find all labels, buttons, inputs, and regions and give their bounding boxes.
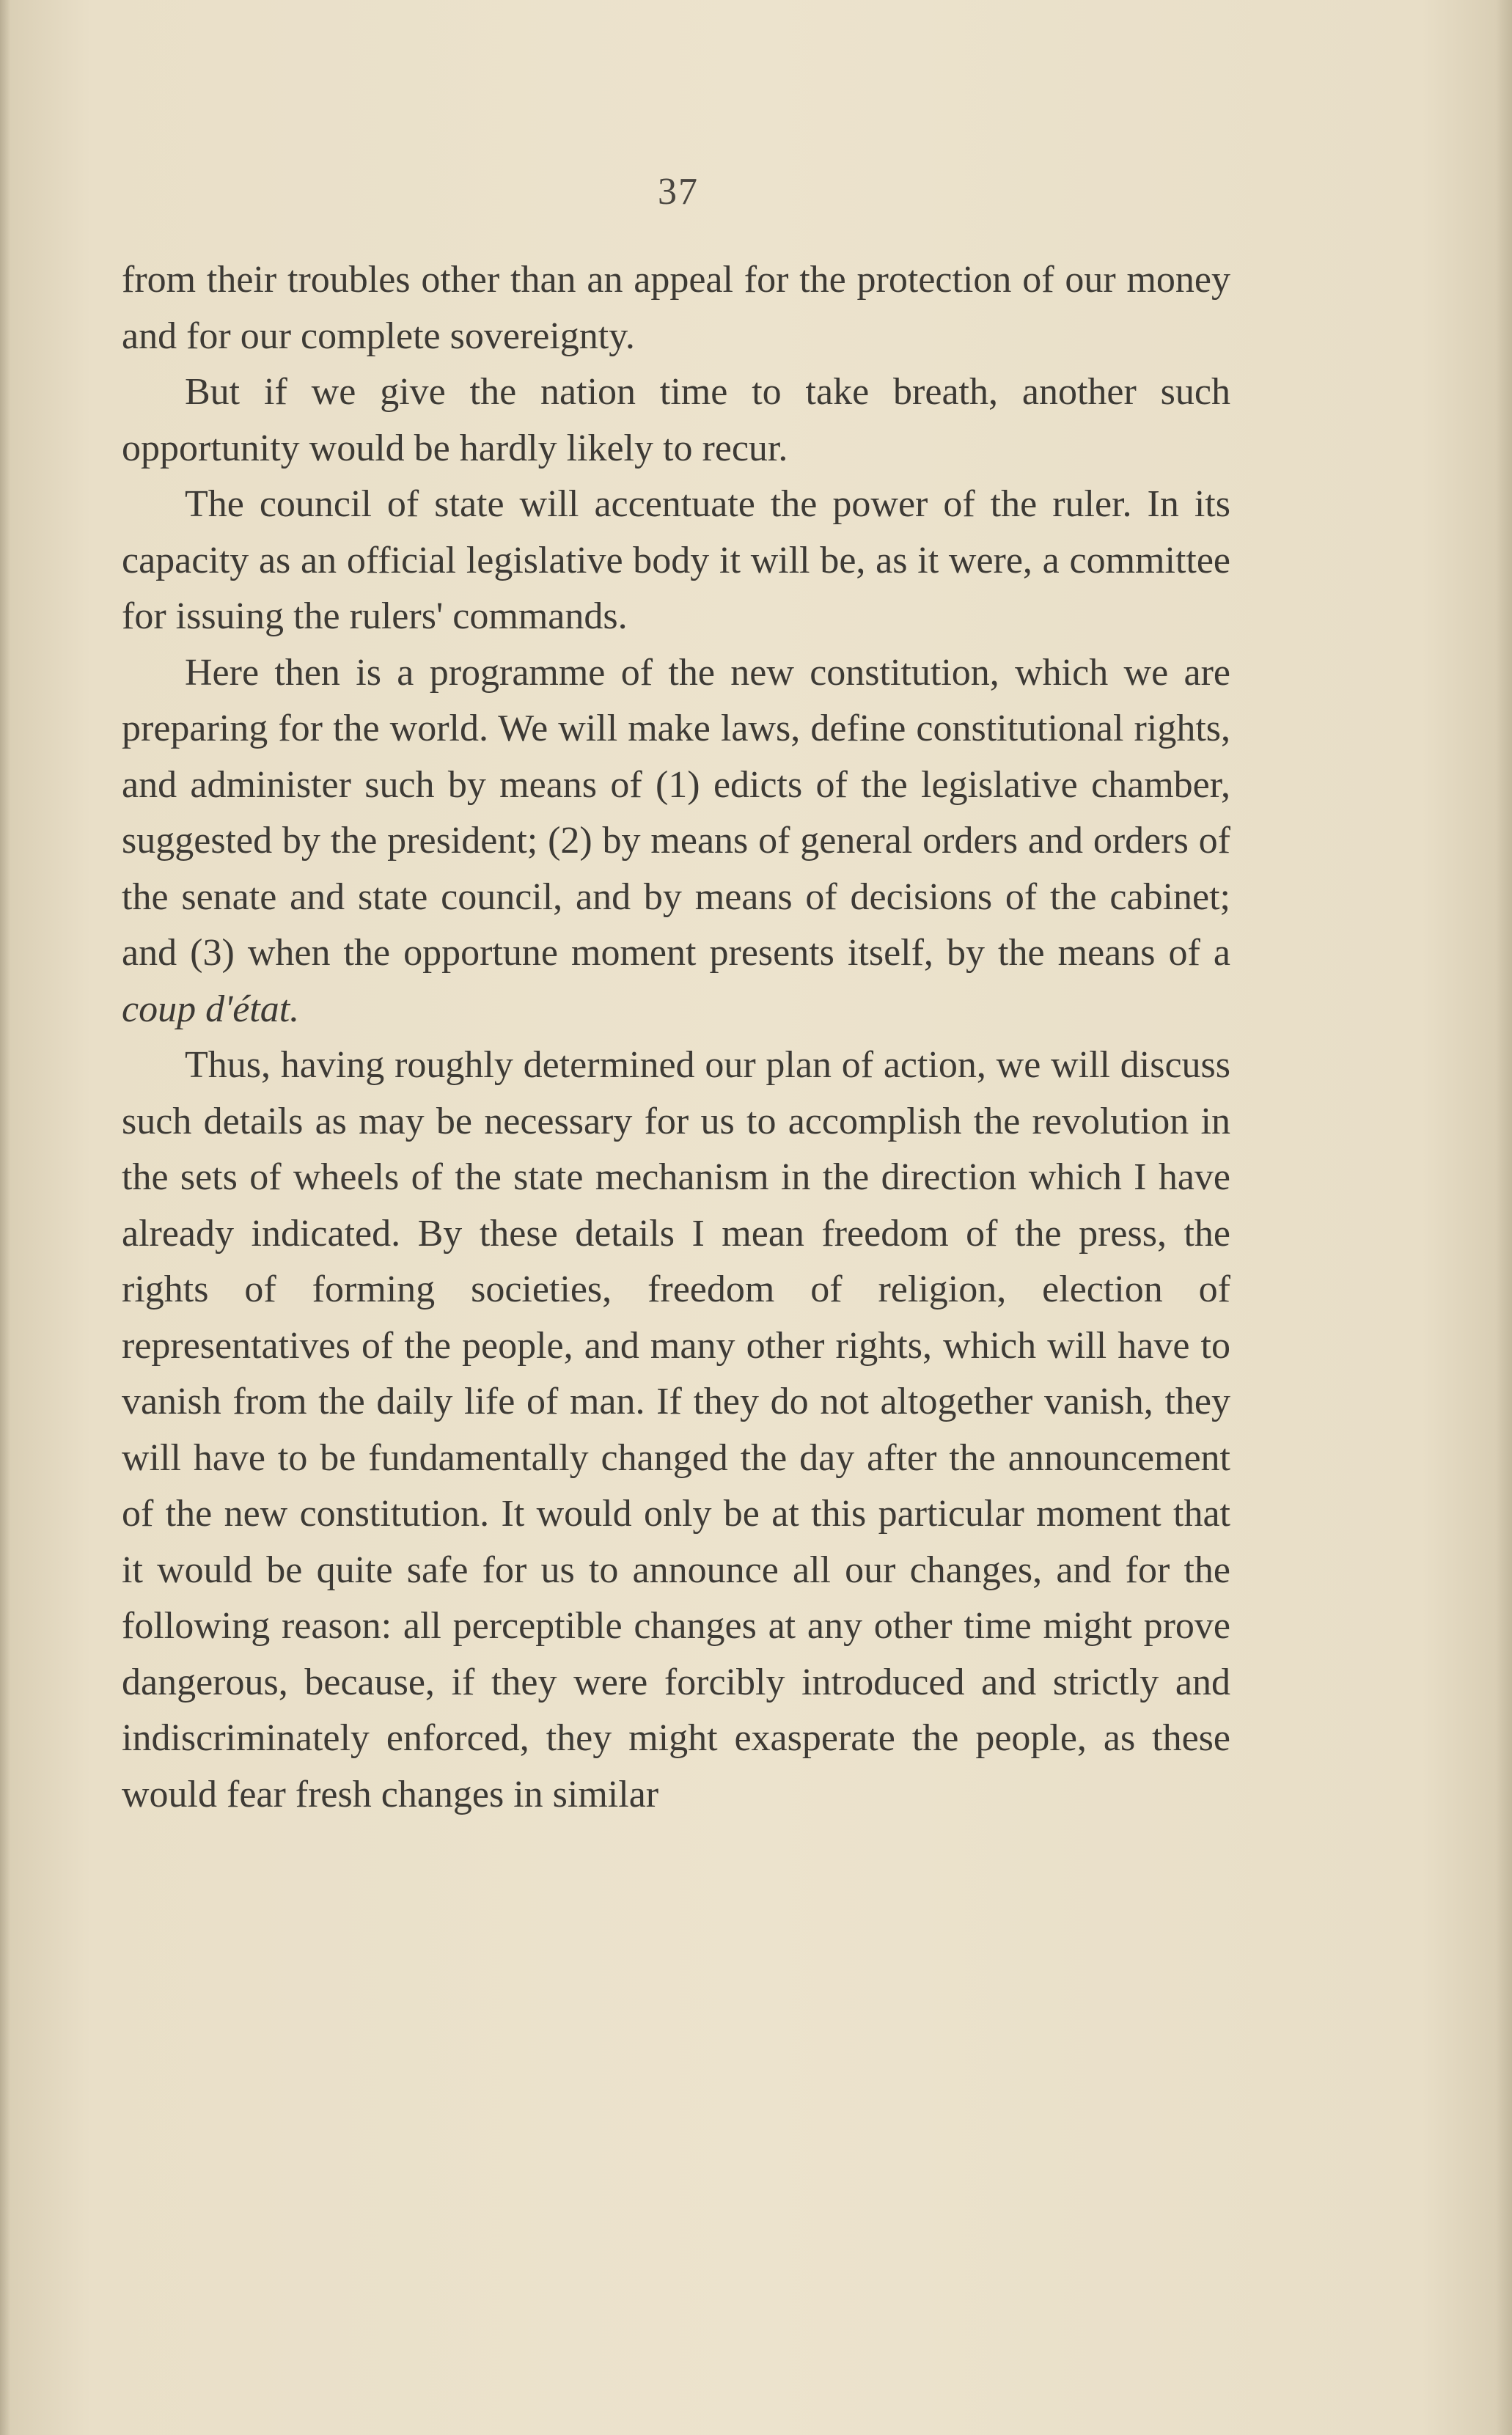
page-number: 37 bbox=[658, 171, 699, 213]
paragraph-4 bbox=[122, 645, 1230, 1038]
page-edge-left bbox=[0, 0, 10, 2435]
body-text bbox=[122, 252, 1230, 1823]
paragraph-5 bbox=[122, 1037, 1230, 1823]
paragraph-2 bbox=[122, 364, 1230, 477]
paragraph-1-text: from their troubles other than an appeal for the protection of our money and for our complete sovereignty. bbox=[122, 259, 1230, 357]
paragraph-2-text: But if we give the nation time to take breath, another such opportunity would be hardly likely to recur. bbox=[122, 371, 1230, 469]
paragraph-3-text: The council of state will accentuate the power of the ruler. In its capacity as an official legislative body it will be, as it were, a committee for issuing the rulers' commands. bbox=[122, 483, 1230, 637]
page-edge-right bbox=[1496, 0, 1512, 2435]
paragraph-5-text: Thus, having roughly determined our plan of action, we will discuss such details as may be necessary for us to accomplish the revolution in the sets of wheels of the state mechanism in the direction which I have already indicated. By these details I mean freedom of the press, the rights of forming societies, freedom of religion, election of representatives of the people, and many other rights, which will have to vanish from the daily life of man. If they do not altogether vanish, they will have to be fundamentally changed the day after the announcement of the new constitution. It would only be at this particular moment that it would be quite safe for us to announce all our changes, and for the following reason: all perceptible changes at any other time might prove dangerous, because, if they were forcibly introduced and strictly and indiscriminately enforced, they might exasperate the people, as these would fear fresh changes in similar bbox=[122, 1044, 1230, 1815]
paragraph-1 bbox=[122, 252, 1230, 364]
paragraph-3 bbox=[122, 477, 1230, 645]
paragraph-4-text: Here then is a programme of the new constitution, which we are preparing for the world. We will make laws, define constitutional rights, and administer such by means of (1) edicts of the legislative chamber, suggested by the president; (2) by means of general orders and orders of the senate and state council, and by means of decisions of the cabinet; and (3) when the opportune moment presents itself, by the means of a bbox=[122, 651, 1230, 974]
paragraph-4-italic: coup d'état. bbox=[122, 988, 300, 1030]
